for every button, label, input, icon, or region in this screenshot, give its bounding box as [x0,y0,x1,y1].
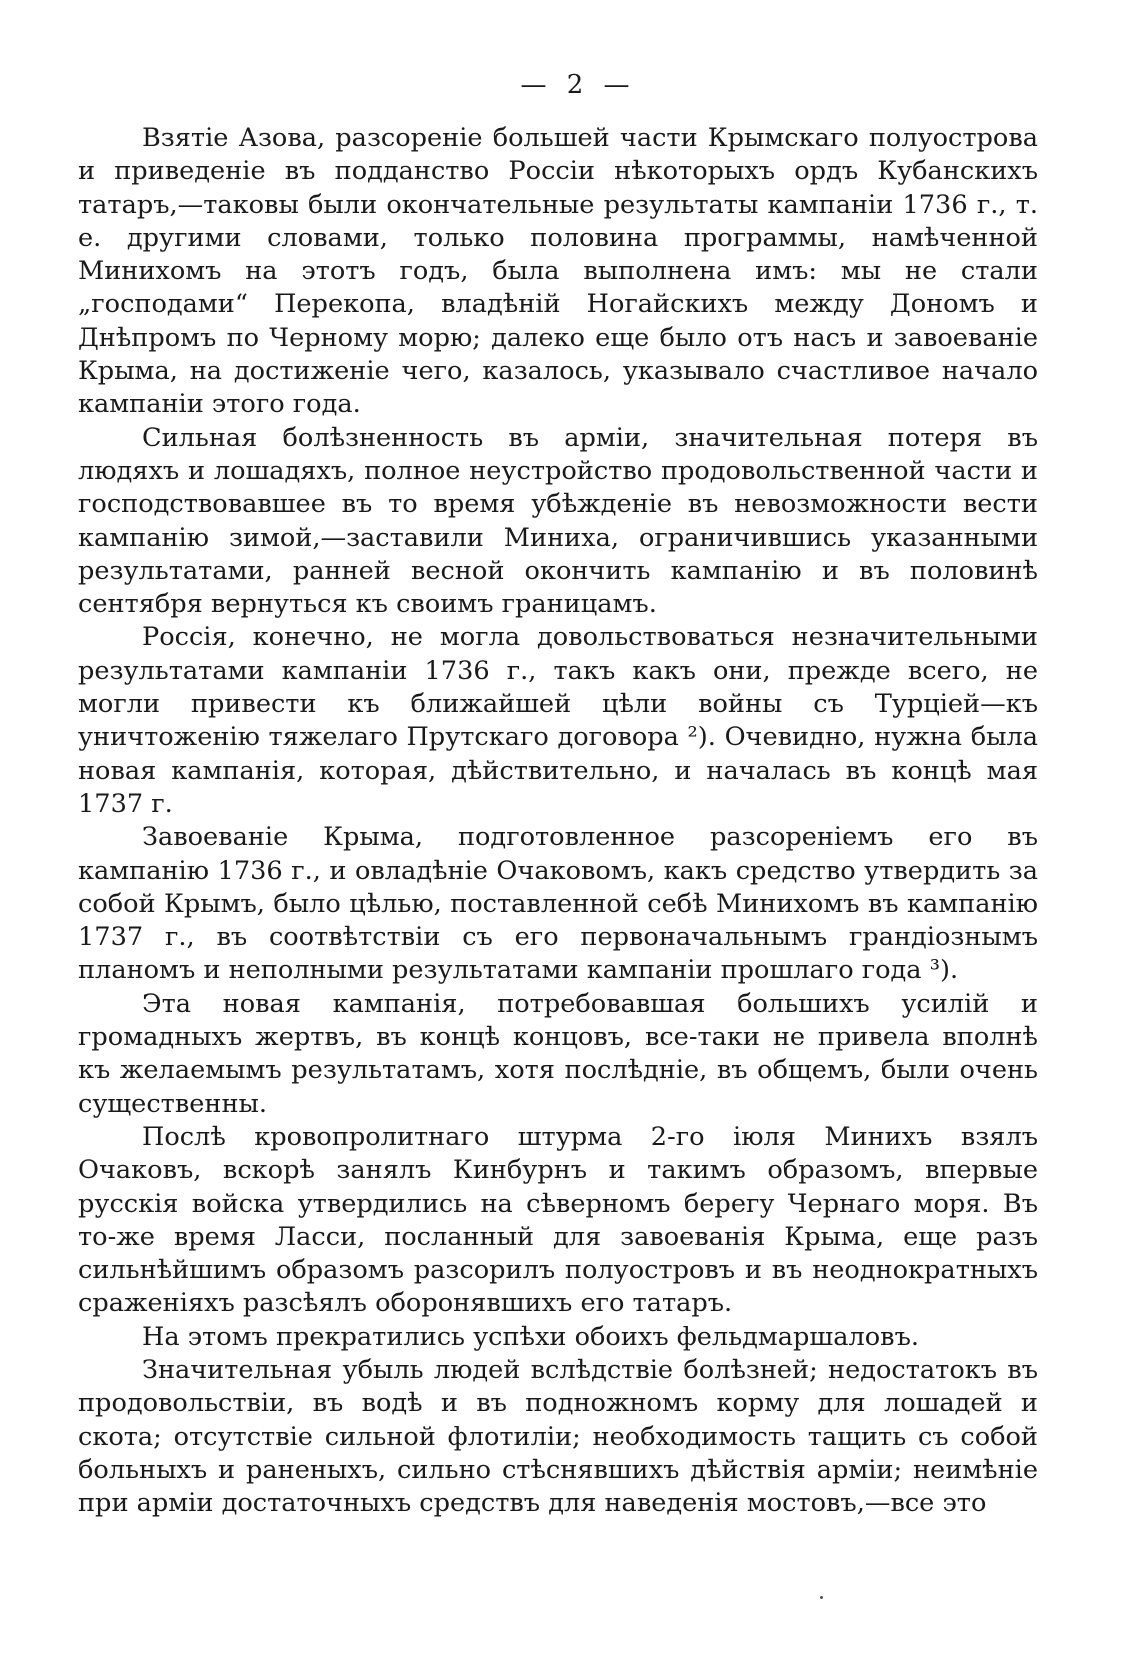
paragraph-2: Сильная болѣзненность въ арміи, значительная потеря въ людяхъ и лошадяхъ, полное неустройство продовольственной части и господствовавшее въ то время убѣжденіе въ невозможности вести кампанію зимой,—заставили Миниха, ограничившись указанными результатами, ранней весной окончить кампанію и въ половинѣ сентября вернуться къ своимъ границамъ. [78,422,1038,620]
paragraph-4: Завоеваніе Крыма, подготовленное разсореніемъ его въ кампанію 1736 г., и овладѣніе Очаковомъ, какъ средство утвердить за собой Крымъ, было цѣлью, поставленной себѣ Минихомъ въ кампанію 1737 г., въ соотвѣтствіи съ его первоначальнымъ грандіознымъ планомъ и неполными результатами кампаніи прошлаго года ³). [78,822,1038,986]
document-page [78,70,1038,1520]
page-number: — 2 — [520,70,636,100]
paragraph-5: Эта новая кампанія, потребовавшая большихъ усилій и громадныхъ жертвъ, въ концѣ концовъ, все-таки не привела вполнѣ къ желаемымъ результатамъ, хотя послѣдніе, въ общемъ, были очень существенны. [78,988,1038,1119]
paragraph-7: На этомъ прекратились успѣхи обоихъ фельдмаршаловъ. [142,1321,919,1352]
stray-ink-dot [820,1596,823,1599]
paragraph-3: Россія, конечно, не могла довольствоваться незначительными результатами кампаніи 1736 г., такъ какъ они, прежде всего, не могли привести къ ближайшей цѣли войны съ Турціей—къ уничтоженію тяжелаго Прутскаго договора ²). Очевидно, нужна была новая кампанія, которая, дѣйствительно, и началась въ концѣ мая 1737 г. [78,622,1038,819]
paragraph-8: Значительная убыль людей вслѣдствіе болѣзней; недостатокъ въ продовольствіи, въ водѣ и въ подножномъ корму для лошадей и скота; отсутствіе сильной флотиліи; необходимость тащить съ собой больныхъ и раненыхъ, сильно стѣснявшихъ дѣйствія арміи; неимѣніе при арміи достаточныхъ средствъ для наведенія мостовъ,—все это [78,1354,1038,1519]
paragraph-1: Взятіе Азова, разсореніе большей части Крымскаго полуострова и приведеніе въ подданство Россіи нѣкоторыхъ ордъ Кубанскихъ татаръ,—таковы были окончательные результаты кампаніи 1736 г., т. е. другими словами, только половина программы, намѣченной Минихомъ на этотъ годъ, была выполнена имъ: мы не стали „господами“ Перекопа, владѣній Ногайскихъ между Дономъ и Днѣпромъ по Черному морю; далеко еще было отъ насъ и завоеваніе Крыма, на достиженіе чего, казалось, указывало счастливое начало кампаніи этого года. [78,123,1038,420]
paragraph-6: Послѣ кровопролитнаго штурма 2-го іюля Минихъ взялъ Очаковъ, вскорѣ занялъ Кинбурнъ и такимъ образомъ, впервые русскія войска утвердились на сѣверномъ берегу Чернаго моря. Въ то-же время Ласси, посланный для завоеванія Крыма, еще разъ сильнѣйшимъ образомъ разсорилъ полуостровъ и въ неоднократныхъ сраженіяхъ разсѣялъ оборонявшихъ его татаръ. [78,1121,1038,1319]
